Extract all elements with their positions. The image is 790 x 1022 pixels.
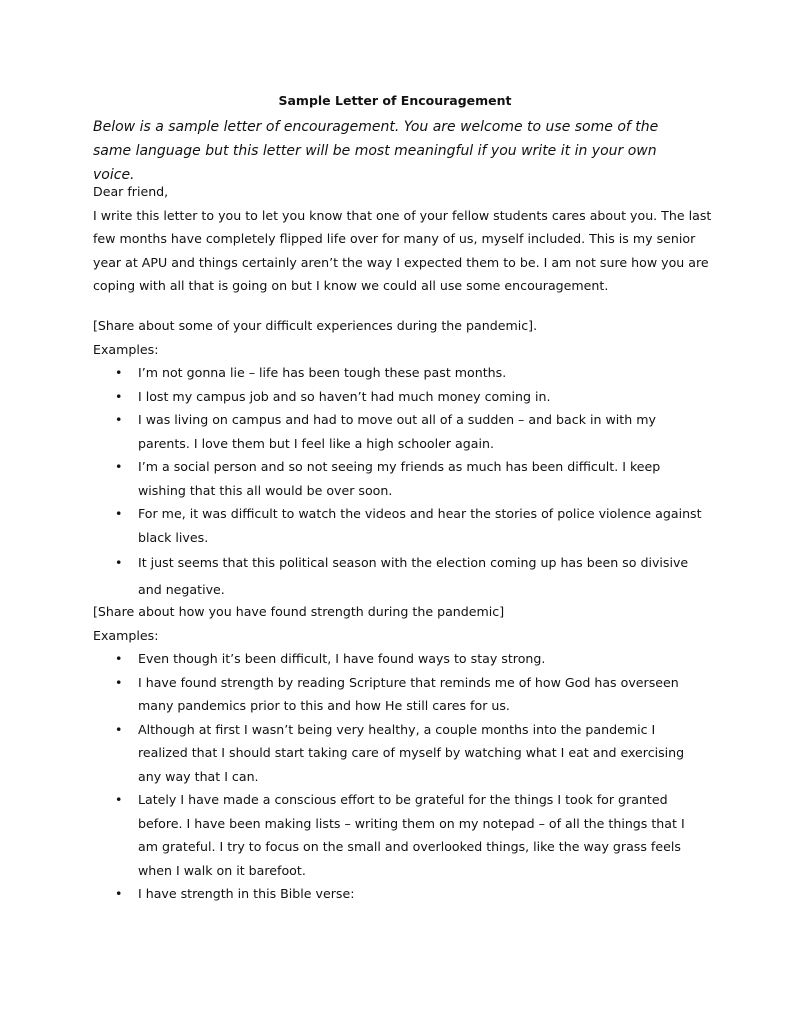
section-difficult-experiences — [93, 314, 713, 603]
bullet-icon: • — [115, 412, 123, 427]
examples-label: Examples: — [93, 627, 159, 643]
bullet-icon: • — [115, 792, 123, 807]
examples-list — [93, 361, 713, 603]
bullet-icon: • — [115, 651, 123, 666]
letter-opening — [93, 180, 713, 298]
section-heading: [Share about how you have found strength during the pandemic] — [93, 604, 505, 619]
examples-label: Examples: — [93, 341, 159, 357]
bullet-icon: • — [115, 388, 123, 404]
list-item: • For me, it was difficult to watch the videos and hear the stories of police violence against black lives. — [93, 502, 703, 549]
list-item: • Although at first I wasn’t being very healthy, a couple months into the pandemic I realized that I should start taking care of myself by watching what I eat and exercising any way that I can. — [93, 718, 703, 789]
intro-text: Below is a sample letter of encouragement. You are welcome to use some of the same language but this letter will be most meaningful if you write it in your own voice. — [93, 119, 659, 183]
list-item: • I was living on campus and had to move out all of a sudden – and back in with my parents. I love them but I feel like a high schooler again. — [93, 408, 703, 455]
bullet-icon: • — [115, 721, 123, 737]
bullet-icon: • — [115, 555, 123, 570]
bullet-icon: • — [115, 365, 123, 380]
bullet-icon: • — [115, 506, 123, 521]
list-item: • Lately I have made a conscious effort to be grateful for the things I took for granted before. I have been making lists – writing them on my notepad – of all the things that I am grateful. I try to focus on the small and overlooked things, like the way grass feels when I walk on it barefoot. — [93, 788, 703, 882]
list-item: • I have found strength by reading Scripture that reminds me of how God has overseen many pandemics prior to this and how He still cares for us. — [93, 671, 703, 718]
salutation: Dear friend, — [93, 184, 169, 199]
opening-paragraph: I write this letter to you to let you know that one of your fellow students cares about you. The last few months have completely flipped life over for many of us, myself included. This is my senior year at APU and things certainly aren’t the way I expected them to be. I am not sure how you are coping with all that is going on but I know we could all use some encouragement. — [93, 207, 712, 293]
list-item: • I’m not gonna lie – life has been tough these past months. — [93, 361, 703, 385]
list-item: • It just seems that this political season with the election coming up has been so divisive and negative. — [93, 549, 703, 603]
list-item: • Even though it’s been difficult, I have found ways to stay strong. — [93, 647, 703, 671]
document-title: Sample Letter of Encouragement — [278, 93, 512, 108]
bullet-icon: • — [115, 886, 123, 901]
section-found-strength — [93, 600, 713, 906]
examples-list — [93, 647, 713, 906]
list-item: • I’m a social person and so not seeing my friends as much has been difficult. I keep wishing that this all would be over soon. — [93, 455, 703, 502]
bullet-icon: • — [115, 674, 123, 690]
list-item: • I lost my campus job and so haven’t had much money coming in. — [93, 385, 703, 409]
section-heading: [Share about some of your difficult experiences during the pandemic]. — [93, 318, 538, 333]
list-item: • I have strength in this Bible verse: — [93, 882, 703, 906]
bullet-icon: • — [115, 459, 123, 474]
